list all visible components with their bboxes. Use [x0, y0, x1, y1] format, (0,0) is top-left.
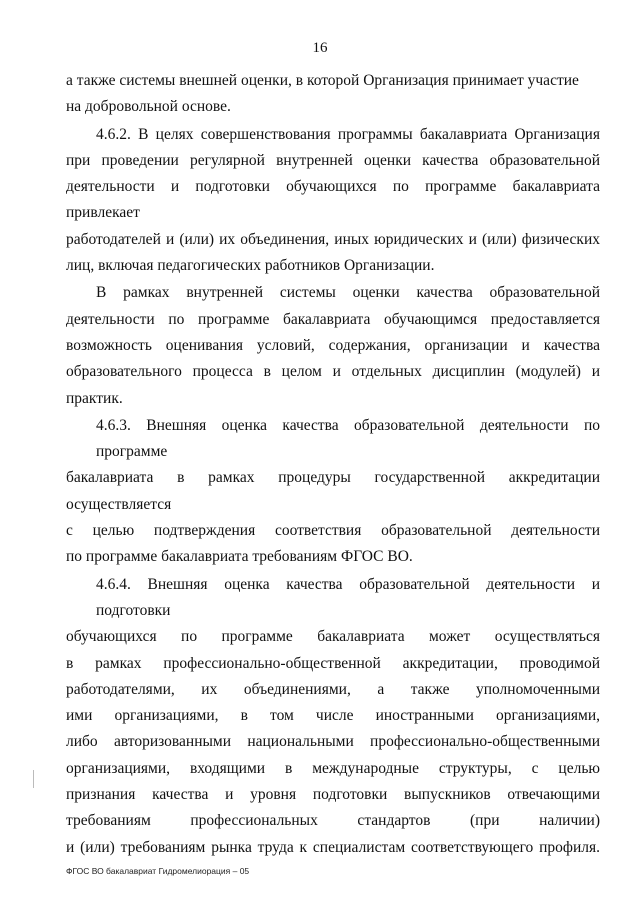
text-line: 4.6.3. Внешняя оценка качества образовательной деятельности по программе: [96, 416, 600, 461]
text-line: В рамках внутренней системы оценки качества образовательной: [96, 284, 600, 302]
text-line: по программе бакалавриата требованиям ФГОС ВО.: [66, 548, 413, 566]
text-line: а также системы внешней оценки, в которой Организация принимает участие: [66, 72, 579, 89]
text-line: в рамках профессионально-общественной аккредитации, проводимой: [66, 654, 600, 672]
text-line: с целью подтверждения соответствия образовательной деятельности: [66, 522, 600, 540]
text-line: 4.6.4. Внешняя оценка качества образовательной деятельности и подготовки: [96, 575, 600, 619]
text-line: работодателями, их объединениями, а также уполномоченными: [66, 680, 600, 698]
paragraph-4-6-2: [66, 122, 600, 280]
text-line: деятельности и подготовки обучающихся по программе бакалавриата привлекает: [66, 178, 600, 222]
text-line: лиц, включая педагогических работников Организации.: [66, 257, 435, 275]
text-line: бакалавриата в рамках процедуры государственной аккредитации осуществляется: [66, 469, 600, 513]
text-line: либо авторизованными национальными профессионально-общественными: [66, 733, 600, 751]
text-line: ими организациями, в том числе иностранными организациями,: [66, 707, 600, 725]
text-line: 4.6.2. В целях совершенствования программы бакалавриата Организация: [96, 125, 600, 143]
paragraph-4-6-3: [66, 413, 600, 571]
text-line: возможность оценивания условий, содержания, организации и качества: [66, 336, 600, 354]
text-line: организациями, входящими в международные структуры, с целью: [66, 759, 600, 777]
paragraph-system-assessment: [66, 68, 600, 121]
document-body: [66, 68, 600, 861]
text-line: требованиям профессиональных стандартов (при наличии): [66, 812, 600, 830]
text-line: при проведении регулярной внутренней оценки качества образовательной: [66, 151, 600, 169]
page-footer: ФГОС ВО бакалавриат Гидромелиорация – 05: [66, 866, 250, 876]
text-line: деятельности по программе бакалавриата обучающимся предоставляется: [66, 310, 600, 328]
text-line: обучающихся по программе бакалавриата может осуществляться: [66, 628, 600, 646]
paragraph-internal-assessment: [66, 280, 600, 411]
page-number: 16: [312, 40, 328, 56]
text-line: образовательного процесса в целом и отдельных дисциплин (модулей) и практик.: [66, 363, 600, 407]
paragraph-4-6-4: [66, 572, 600, 861]
text-line: на добровольной основе.: [66, 98, 231, 116]
text-line: работодателей и (или) их объединения, иных юридических и (или) физических: [66, 230, 600, 248]
text-line: признания качества и уровня подготовки выпускников отвечающими: [66, 786, 600, 804]
scan-artifact-mark: [33, 770, 34, 788]
text-line: и (или) требованиям рынка труда к специалистам соответствующего профиля.: [66, 838, 600, 856]
